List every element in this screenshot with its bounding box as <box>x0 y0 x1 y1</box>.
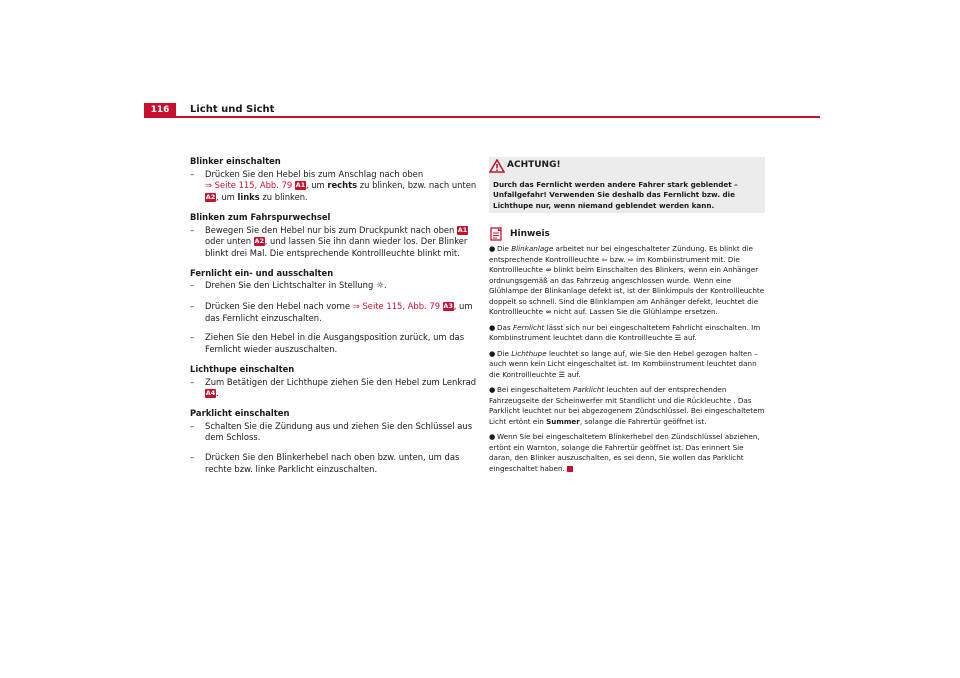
warning-text: Durch das Fernlicht werden andere Fahrer stark geblendet – Unfallgefahr! Verwenden Sie deshalb das Fernlicht bzw. die Lichthupe nur, wenn niemand geblendet werden kann. <box>493 180 738 210</box>
instruction-step: – Schalten Sie die Zündung aus und ziehen Sie den Schlüssel aus dem Schloss. <box>190 421 480 444</box>
high-beam-icon: ☰ <box>558 369 566 379</box>
headlight-icon: ☼ <box>375 281 385 292</box>
instruction-step: – Drehen Sie den Lichtschalter in Stellung ☼. <box>190 280 480 293</box>
bullet: ● <box>489 348 496 358</box>
instruction-step: – Drücken Sie den Hebel bis zum Anschlag nach oben ⇒ Seite 115, Abb. 79 A1, um rechts zu blinken, bzw. nach unten A2, um links zu blinken. <box>190 169 480 204</box>
section-heading: Parklicht einschalten <box>190 407 290 418</box>
note-item: ● Wenn Sie bei eingeschaltetem Blinkerhebel den Zündschlüssel abziehen, ertönt ein Warnton, solange die Fahrertür geöffnet ist. Das erinnert Sie daran, den Blinker auszuschalten, es sei denn, Sie wollen das Parklicht eingeschaltet haben. <box>489 432 760 473</box>
instruction-step: – Ziehen Sie den Hebel in die Ausgangsposition zurück, um das Fernlicht wieder auszuschalten. <box>190 332 480 355</box>
end-of-section-icon <box>567 466 573 472</box>
page-number: 116 <box>144 103 176 117</box>
high-beam-icon: ☰ <box>674 333 682 342</box>
note-item: ● Das Fernlicht lässt sich nur bei eingeschaltetem Fahrlicht einschalten. Im Kombiinstrument leuchtet dann die Kontrollleuchte ☰ auf. <box>489 322 761 342</box>
bullet: ● <box>489 322 496 332</box>
section-heading: Fernlicht ein- und ausschalten <box>190 267 334 278</box>
section-heading: Blinker einschalten <box>190 156 281 166</box>
callout-badge: A3 <box>443 302 453 311</box>
note-item: ● Bei eingeschaltetem Parklicht leuchten auf der entsprechenden Fahrzeugseite der Scheinwerfer mit Standlicht und die Rückleuchte . Das Parklicht leuchtet nur bei abgezogenem Zündschlüssel. Bei eingeschaltetem Licht ertönt ein Summer, solange die Fahrertür geöffnet ist. <box>489 385 765 426</box>
section-turn-signal <box>190 156 480 204</box>
note-item: ● Die Blinkanlage arbeitet nur bei eingeschalteter Zündung. Es blinkt die entsprechende Kontrollleuchte ⇦ bzw. ⇨ im Kombiinstrument mit. Die Kontrollleuchte ⇎ blinkt beim Einschalten des Blinkers, wenn ein Anhänger ordnungsgemäß an das Fahrzeug angeschlossen wurde. Wenn eine Glühlampe der Blinkanlage defekt ist, ist der Blinkimpuls der Kontrollleuchte doppelt so schnell. Sind die Blinklampen am Anhänger defekt, leuchtet die Kontrollleuchte ⇎ nicht auf. Lassen Sie die Glühlampe ersetzen. <box>489 244 765 316</box>
callout-badge: A1 <box>295 181 306 190</box>
note-item: ● Die Lichthupe leuchtet so lange auf, wie Sie den Hebel gezogen halten – auch wenn kein Licht eingeschaltet ist. Im Kombiinstrument leuchtet dann die Kontrollleuchte ☰ auf. <box>489 348 758 379</box>
bullet: ● <box>489 244 496 253</box>
chapter-title: Licht und Sicht <box>190 104 275 115</box>
bullet: ● <box>489 432 496 441</box>
left-column <box>190 156 480 483</box>
arrow-right-icon: ⇨ <box>627 254 634 264</box>
instruction-step: – Bewegen Sie den Hebel nur bis zum Druckpunkt nach oben A1 oder unten A2, und lassen Sie ihn dann wieder los. Der Blinker blinkt drei Mal. Die entsprechende Kontrollleuchte blinkt mit. <box>190 225 480 260</box>
section-parking-light <box>190 408 480 476</box>
trailer-indicator-icon: ⇎ <box>545 265 552 274</box>
instruction-step: – Drücken Sie den Blinkerhebel nach oben bzw. unten, um das rechte bzw. linke Parklicht einzuschalten. <box>190 452 480 475</box>
page-reference-link[interactable]: ⇒ Seite 115, Abb. 79 <box>205 180 293 191</box>
warning-title: ACHTUNG! <box>507 160 561 170</box>
section-lane-change <box>190 212 480 260</box>
section-flash <box>190 364 480 400</box>
notes-list <box>489 244 767 479</box>
instruction-step: – Drücken Sie den Hebel nach vorne ⇒ Seite 115, Abb. 79 A3, um das Fernlicht einzuschalten. <box>190 301 480 324</box>
arrow-left-icon: ⇦ <box>601 254 608 264</box>
page-reference-link[interactable]: ⇒ Seite 115, Abb. 79 <box>352 301 441 312</box>
section-heading: Lichthupe einschalten <box>190 363 295 374</box>
section-high-beam <box>190 268 480 356</box>
warning-triangle-icon <box>489 159 505 173</box>
callout-badge: A1 <box>457 225 468 234</box>
callout-badge: A4 <box>205 389 216 398</box>
header-rule <box>144 116 820 118</box>
trailer-indicator-icon: ⇎ <box>545 307 552 316</box>
callout-badge: A2 <box>205 193 216 202</box>
bullet: ● <box>489 385 496 394</box>
note-icon <box>489 227 503 241</box>
instruction-step: – Zum Betätigen der Lichthupe ziehen Sie den Hebel zum Lenkrad A4. <box>190 377 480 400</box>
callout-badge: A2 <box>254 237 265 246</box>
note-title: Hinweis <box>510 229 550 239</box>
section-heading: Blinken zum Fahrspurwechsel <box>190 211 331 222</box>
